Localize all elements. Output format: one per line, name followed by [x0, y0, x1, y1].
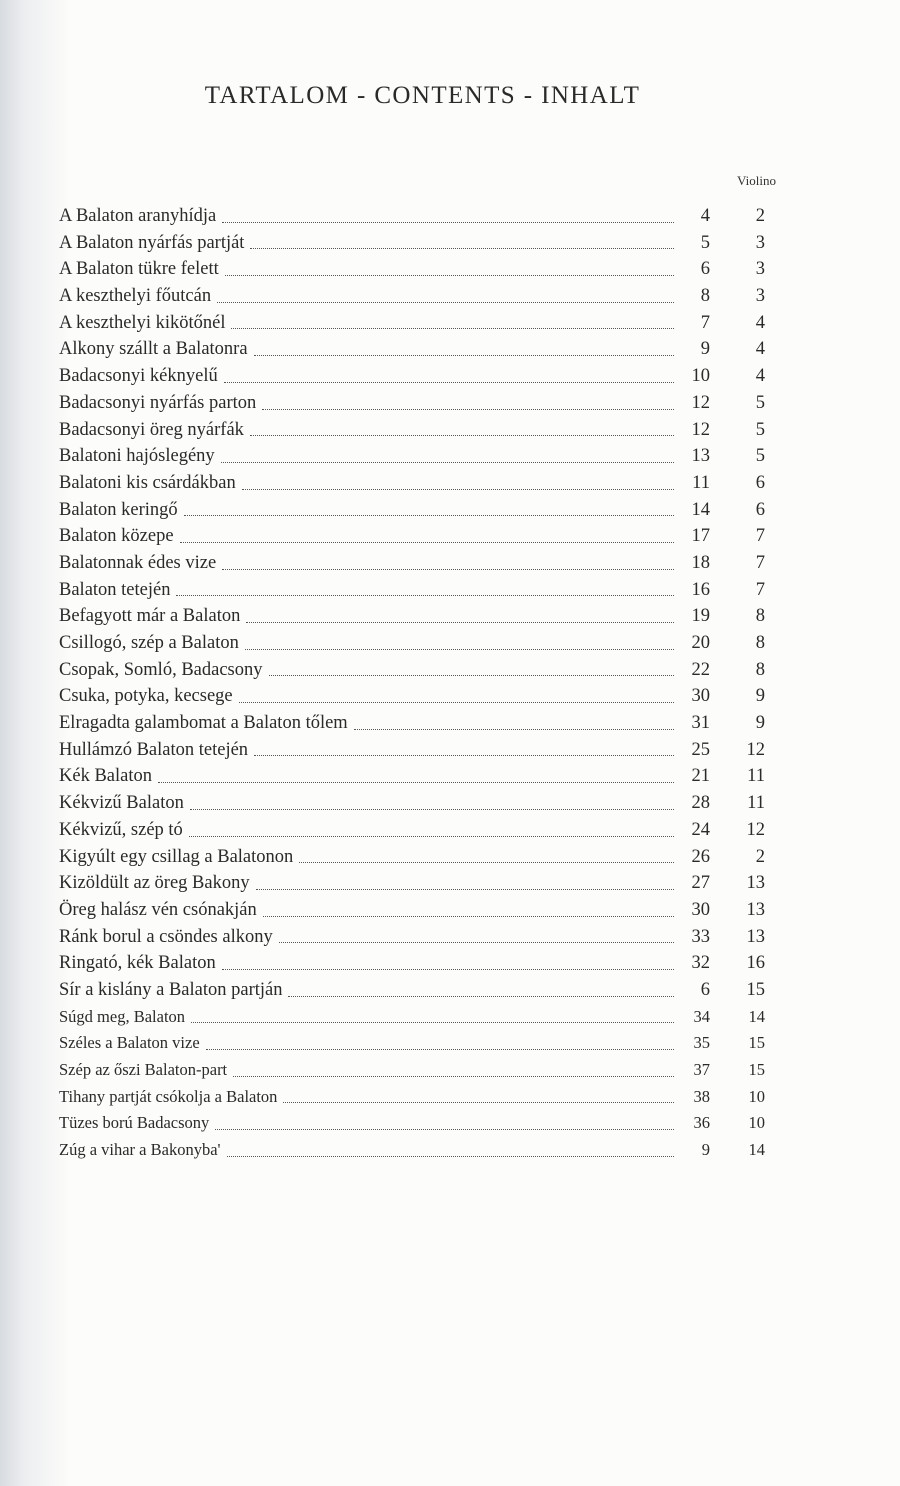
toc-entry-violino-page: 11 — [747, 766, 765, 787]
toc-entry — [59, 417, 779, 444]
toc-entry — [59, 283, 779, 310]
toc-entry-title: Balatoni kis csárdákban — [59, 472, 236, 493]
toc-entry-violino-page: 8 — [755, 659, 765, 680]
toc-entry-page: 25 — [691, 739, 710, 760]
dotted-leader — [180, 542, 674, 543]
toc-entry-page: 34 — [693, 1006, 710, 1026]
dotted-leader — [189, 836, 674, 837]
toc-entry-title: Csillogó, szép a Balaton — [59, 633, 239, 653]
dotted-leader — [299, 862, 674, 863]
toc-entry-title: Kizöldült az öreg Bakony — [59, 873, 250, 894]
toc-entry-violino-page: 7 — [755, 579, 765, 600]
toc-entry-title: A Balaton nyárfás partját — [59, 232, 245, 253]
dotted-leader — [239, 702, 674, 703]
dotted-leader — [227, 1156, 674, 1157]
toc-entry-violino-page: 5 — [755, 419, 765, 440]
dotted-leader — [354, 729, 674, 730]
toc-entry-page: 31 — [691, 713, 710, 734]
dotted-leader — [245, 649, 674, 650]
toc-entry-title: Tüzes ború Badacsony — [59, 1113, 210, 1133]
toc-entry — [59, 256, 779, 283]
toc-entry-violino-page: 7 — [755, 526, 765, 547]
toc-entry — [59, 550, 779, 577]
toc-entry-page: 18 — [691, 552, 710, 573]
dotted-leader — [254, 755, 674, 756]
toc-entry-violino-page: 8 — [755, 633, 765, 653]
toc-entry-violino-page: 2 — [755, 206, 765, 226]
toc-entry-violino-page: 9 — [755, 713, 765, 734]
toc-entry-title: Csopak, Somló, Badacsony — [59, 659, 263, 680]
dotted-leader — [279, 942, 674, 943]
toc-entry — [59, 203, 779, 230]
dotted-leader — [263, 916, 674, 917]
toc-entry-violino-page: 3 — [755, 259, 765, 280]
toc-entry-title: Kékvizű Balaton — [59, 793, 184, 814]
dotted-leader — [206, 1049, 674, 1050]
toc-entry-page: 30 — [691, 899, 710, 920]
toc-entry-title: Badacsonyi kéknyelű — [59, 366, 218, 387]
toc-entry-violino-page: 6 — [755, 472, 765, 493]
dotted-leader — [233, 1076, 674, 1077]
toc-entry-title: A Balaton tükre felett — [59, 259, 219, 280]
toc-entry-page: 22 — [691, 659, 710, 680]
toc-entry-page: 16 — [691, 579, 710, 600]
toc-entry — [59, 924, 779, 951]
toc-entry-violino-page: 4 — [755, 339, 765, 360]
toc-entry-page: 24 — [691, 819, 710, 840]
dotted-leader — [190, 809, 674, 810]
toc-entry — [59, 870, 779, 897]
toc-entry-violino-page: 5 — [755, 392, 765, 413]
dotted-leader — [191, 1022, 674, 1023]
toc-entry-page: 12 — [691, 419, 710, 440]
toc-entry — [59, 817, 779, 844]
page-title: TARTALOM - CONTENTS - INHALT — [204, 82, 641, 109]
toc-entry — [59, 737, 779, 764]
toc-entry-violino-page: 14 — [748, 1140, 765, 1160]
toc-entry-page: 26 — [691, 846, 710, 867]
toc-entry-violino-page: 10 — [748, 1113, 765, 1133]
toc-entry-violino-page: 13 — [746, 926, 765, 947]
toc-entry — [59, 897, 779, 924]
toc-entry-violino-page: 5 — [755, 446, 765, 467]
toc-entry — [59, 497, 779, 524]
toc-entry — [59, 336, 779, 363]
toc-entry — [59, 657, 779, 684]
toc-entry-title: Badacsonyi nyárfás parton — [59, 392, 257, 413]
toc-entry-violino-page: 2 — [755, 846, 765, 867]
toc-entry — [59, 523, 779, 550]
toc-entry-page: 32 — [691, 953, 710, 974]
toc-entry-violino-page: 13 — [746, 873, 765, 894]
toc-entry — [59, 763, 779, 790]
dotted-leader — [283, 1102, 674, 1103]
toc-entry-title: Széles a Balaton vize — [59, 1033, 200, 1053]
toc-entry-page: 9 — [700, 339, 710, 360]
toc-entry-page: 33 — [691, 926, 710, 947]
toc-entry-title: Sír a kislány a Balaton partján — [59, 979, 283, 1000]
dotted-leader — [184, 515, 674, 516]
toc-entry — [59, 603, 779, 630]
dotted-leader — [158, 782, 674, 783]
toc-entry-page: 13 — [691, 446, 710, 467]
dotted-leader — [215, 1129, 674, 1130]
dotted-leader — [242, 489, 674, 490]
toc-entry-violino-page: 13 — [746, 899, 765, 920]
dotted-leader — [231, 328, 674, 329]
toc-entry-violino-page: 15 — [746, 979, 765, 1000]
dotted-leader — [221, 462, 674, 463]
toc-entry-page: 36 — [693, 1113, 710, 1133]
toc-entry-title: Súgd meg, Balaton — [59, 1006, 186, 1026]
dotted-leader — [176, 595, 674, 596]
toc-entry-title: Tihany partját csókolja a Balaton — [59, 1086, 278, 1106]
toc-entry — [59, 443, 779, 470]
toc-entry-title: A keszthelyi főutcán — [59, 286, 212, 307]
dotted-leader — [250, 435, 674, 436]
toc-entry — [59, 683, 779, 710]
toc-entry-violino-page: 15 — [748, 1060, 765, 1079]
toc-entry-page: 21 — [691, 766, 710, 787]
toc-entry-violino-page: 3 — [755, 286, 765, 307]
toc-entry-violino-page: 14 — [748, 1006, 765, 1026]
toc-entry-page: 30 — [691, 686, 710, 707]
toc-entry-title: Kék Balaton — [59, 766, 152, 787]
toc-entry-title: Öreg halász vén csónakján — [59, 899, 257, 920]
toc-entry-page: 9 — [701, 1140, 710, 1160]
toc-entry-page: 7 — [700, 312, 710, 333]
toc-entry-title: Balatonnak édes vize — [59, 552, 217, 573]
toc-entry-page: 4 — [700, 206, 710, 226]
toc-entry-page: 14 — [691, 499, 710, 520]
dotted-leader — [254, 355, 674, 356]
toc-entry-page: 10 — [691, 366, 710, 387]
toc-entry-violino-page: 16 — [746, 953, 765, 974]
toc-entry-page: 12 — [691, 392, 710, 413]
toc-entry-violino-page: 7 — [755, 552, 765, 573]
toc-entry — [59, 470, 779, 497]
toc-entry-violino-page: 8 — [755, 606, 765, 627]
toc-entry-title: Ringató, kék Balaton — [59, 953, 216, 974]
dotted-leader — [224, 382, 674, 383]
toc-entry-page: 11 — [692, 472, 710, 493]
toc-entry-title: Balaton közepe — [59, 526, 174, 547]
dotted-leader — [288, 996, 674, 997]
toc-entry-violino-page: 4 — [755, 366, 765, 387]
toc-entry — [59, 710, 779, 737]
toc-entry-violino-page: 4 — [755, 312, 765, 333]
toc-entry-title: Alkony szállt a Balatonra — [59, 339, 248, 360]
dotted-leader — [269, 675, 674, 676]
toc-entry-title: Balaton keringő — [59, 499, 178, 520]
toc-entry-title: Hullámzó Balaton tetején — [59, 739, 249, 760]
dotted-leader — [256, 889, 674, 890]
toc-entry-violino-page: 11 — [747, 793, 765, 814]
toc-entry-title: Kékvizű, szép tó — [59, 819, 183, 840]
toc-entry-title: Ránk borul a csöndes alkony — [59, 926, 273, 947]
toc-entry — [59, 630, 779, 657]
toc-entry-title: Badacsonyi öreg nyárfák — [59, 419, 244, 440]
toc-entry — [59, 577, 779, 604]
toc-entry — [59, 950, 779, 977]
dotted-leader — [217, 302, 674, 303]
dotted-leader — [222, 569, 674, 570]
toc-entry-violino-page: 3 — [755, 232, 765, 253]
toc-entry-violino-page: 12 — [746, 819, 765, 840]
toc-entry — [59, 1137, 779, 1164]
toc-entry-page: 37 — [693, 1060, 710, 1079]
toc-entry-title: Szép az őszi Balaton-part — [59, 1060, 228, 1079]
toc-entry-title: Balatoni hajóslegény — [59, 446, 215, 467]
toc-entry-title: Befagyott már a Balaton — [59, 606, 241, 627]
toc-entry-violino-page: 9 — [755, 686, 765, 707]
toc-entry-page: 38 — [693, 1086, 710, 1106]
violino-column-header: Violino — [737, 173, 776, 188]
dotted-leader — [246, 622, 674, 623]
toc-entry-title: Kigyúlt egy csillag a Balatonon — [59, 846, 294, 867]
toc-entry — [59, 1030, 779, 1057]
toc-entry-page: 19 — [691, 606, 710, 627]
toc-entry-title: Csuka, potyka, kecsege — [59, 686, 233, 707]
toc-entry — [59, 390, 779, 417]
toc-entry-page: 27 — [691, 873, 710, 894]
toc-entry-title: A keszthelyi kikötőnél — [59, 312, 226, 333]
table-of-contents — [59, 203, 779, 1164]
toc-entry-page: 20 — [691, 633, 710, 653]
toc-entry-page: 28 — [691, 793, 710, 814]
toc-entry-page: 5 — [700, 232, 710, 253]
toc-entry-title: Balaton tetején — [59, 579, 171, 600]
toc-entry — [59, 844, 779, 871]
toc-entry-title: A Balaton aranyhídja — [59, 206, 217, 226]
toc-entry — [59, 1084, 779, 1111]
toc-entry — [59, 310, 779, 337]
dotted-leader — [250, 248, 674, 249]
toc-entry — [59, 977, 779, 1004]
toc-entry-page: 6 — [700, 979, 710, 1000]
toc-entry — [59, 1110, 779, 1137]
toc-entry — [59, 790, 779, 817]
toc-entry-page: 17 — [691, 526, 710, 547]
dotted-leader — [222, 222, 674, 223]
toc-entry — [59, 230, 779, 257]
toc-entry-violino-page: 12 — [746, 739, 765, 760]
toc-entry-page: 6 — [700, 259, 710, 280]
toc-entry — [59, 363, 779, 390]
toc-entry-page: 8 — [700, 286, 710, 307]
toc-entry-violino-page: 15 — [748, 1033, 765, 1053]
toc-entry-title: Zúg a vihar a Bakonyba' — [59, 1140, 221, 1160]
toc-entry — [59, 1057, 779, 1084]
toc-entry-violino-page: 6 — [755, 499, 765, 520]
dotted-leader — [222, 969, 674, 970]
toc-entry-page: 35 — [693, 1033, 710, 1053]
toc-entry-violino-page: 10 — [748, 1086, 765, 1106]
toc-entry — [59, 1004, 779, 1031]
toc-entry-title: Elragadta galambomat a Balaton tőlem — [59, 713, 348, 734]
dotted-leader — [225, 275, 674, 276]
dotted-leader — [262, 409, 674, 410]
